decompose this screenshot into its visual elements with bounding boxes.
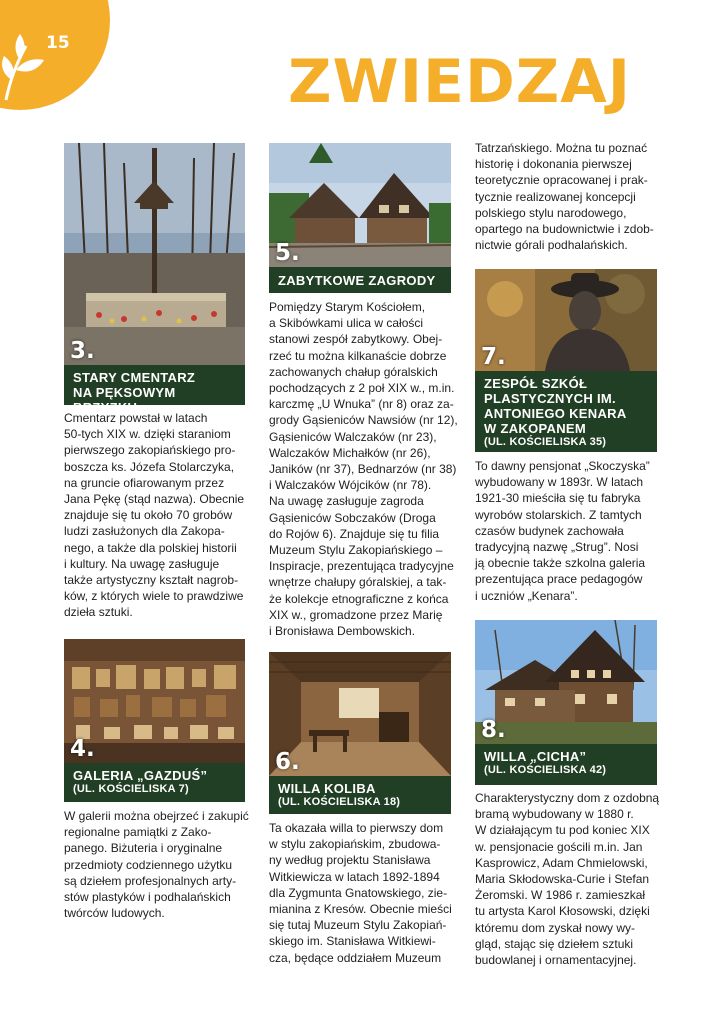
text-line: 50-tych XIX w. dzięki staraniom — [64, 427, 231, 442]
text-line: W galerii można obejrzeć i zakupić — [64, 809, 249, 823]
text-line: Maria Skłodowska-Curie i Stefan — [475, 872, 650, 887]
text-line: czasów budynek zachowała — [475, 523, 624, 538]
text-line: Na uwagę zasługuje zagroda — [269, 494, 424, 509]
text-line: 1921-30 mieściła się tu fabryka — [475, 491, 641, 506]
text-line: i Walczaków Wójcików (nr 78). — [269, 478, 432, 493]
text-line: Muzeum Stylu Zakopiańskiego – — [269, 543, 443, 558]
text-line: Tatrzańskiego. Można tu poznać — [475, 141, 648, 155]
text-line: regionalne pamiątki z Zako- — [64, 825, 212, 840]
text-line: nego, a także dla polskiej historii — [64, 540, 237, 555]
text-line: ków, z których wiele to prawdziwe — [64, 589, 244, 604]
section-number: 5. — [275, 240, 300, 266]
cemetery-photo — [64, 143, 245, 365]
text-line: teoretycznie opracowanej i prak- — [475, 173, 648, 188]
text-line: Inspiracje, prezentująca tradycyjne — [269, 559, 454, 574]
text-line: także artystyczny kształt nagrob- — [64, 573, 239, 588]
text-line: któremu dom zyskał nowy wy- — [475, 920, 636, 935]
section-3-title-line-1: STARY CMENTARZ — [73, 370, 196, 385]
text-line: budowlanej i ornamentacyjnej. — [475, 953, 637, 968]
text-line: Gąsieniców Walczaków (nr 23), — [269, 429, 437, 444]
text-line: skiego im. Stanisława Witkiewi- — [269, 934, 436, 949]
text-line: Jana Pękę (stąd nazwa). Obecnie — [64, 492, 245, 507]
text-line: dzieła sztuki. — [64, 605, 133, 620]
section-number: 8. — [481, 717, 506, 743]
section-7-text — [475, 458, 660, 604]
section-number: 3. — [70, 338, 95, 364]
section-3-text — [64, 410, 249, 621]
section-number: 7. — [481, 344, 506, 370]
text-line: i uczniów „Kenara”. — [475, 588, 578, 603]
text-line: Kasprowicz, Adam Chmielowski, — [475, 855, 648, 870]
text-line: Charakterystyczny dom z ozdobną — [475, 791, 660, 805]
text-line: historię i dokonania pierwszej — [475, 157, 632, 172]
section-4-title: GALERIA „GAZDUŚ” — [73, 768, 208, 783]
page-number: 15 — [46, 33, 70, 53]
text-line: dla Zygmunta Gnatowskiego, zie- — [269, 885, 448, 900]
text-line: W działającym tu pod koniec XIX — [475, 823, 650, 838]
text-line: a Skibówkami ulica w całości — [269, 316, 424, 331]
text-line: stanowi zespół zabytkowy. Obej- — [269, 332, 443, 347]
section-7-title-line-3: ANTONIEGO KENARA — [484, 406, 627, 421]
text-line: że kolekcje etnograficzne z końca — [269, 591, 449, 606]
text-line: wnętrze chałupy góralskiej, a tak- — [269, 575, 447, 590]
text-line: wybudowany w 1893r. W latach — [475, 475, 644, 490]
text-line: się tutaj Muzeum Stylu Zakopiań- — [269, 918, 447, 933]
section-3-title-line-2: NA PĘKSOWYM BRZYZKU — [73, 385, 176, 415]
text-line: panego. Biżuteria i oryginalne — [64, 841, 223, 856]
text-line: tradycyjną nazwę „Strug”. Nosi — [475, 540, 639, 555]
text-line: Pomiędzy Starym Kościołem, — [269, 300, 426, 314]
text-line: polskiego stylu narodowego, — [475, 205, 627, 220]
section-6-continued-text — [475, 140, 660, 253]
text-line: stów plastyków i podhalańskich — [64, 890, 231, 905]
text-line: są dziełem profesjonalnych arty- — [64, 873, 237, 888]
wheat-logo-icon — [0, 30, 52, 102]
text-line: Gąsieniców Sobczaków (Droga — [269, 510, 436, 525]
text-line: wyrobów stolarskich. Z tamtych — [475, 507, 642, 522]
section-7-address: (UL. KOŚCIELISKA 35) — [484, 436, 607, 448]
section-4-address: (UL. KOŚCIELISKA 7) — [73, 783, 189, 795]
text-line: na gruncie ofiarowanym przez — [64, 475, 225, 490]
text-line: gląd, stając się dziełem sztuki — [475, 936, 634, 951]
section-4-banner — [64, 763, 245, 802]
villa-koliba-interior-photo — [269, 652, 451, 776]
text-line: twórców ludowych. — [64, 906, 165, 921]
text-line: ny według projektu Stanisława — [269, 853, 431, 868]
text-line: bramą wybudowany w 1880 r. — [475, 807, 634, 822]
text-line: zachowanych chałup góralskich — [269, 364, 438, 379]
villa-cicha-photo — [475, 620, 657, 744]
text-line: Witkiewicza w latach 1892-1894 — [269, 869, 440, 884]
section-4-text — [64, 808, 249, 921]
section-7-banner — [475, 371, 657, 452]
section-6-title: WILLA KOLIBA — [278, 781, 376, 796]
text-line: w. pensjonacie gościli m.in. Jan — [475, 839, 643, 854]
text-line: do Rojów 6). Znajduje się tu filia — [269, 526, 440, 541]
text-line: w stylu zakopiańskim, zbudowa- — [269, 837, 441, 852]
text-line: przedmioty codziennego użytku — [64, 857, 233, 872]
section-number: 4. — [70, 736, 95, 762]
section-8-banner — [475, 744, 657, 785]
text-line: ją obecnie także szkolna galeria — [475, 556, 646, 571]
kenar-statue-photo — [475, 269, 657, 371]
text-line: znajduje się tu około 70 grobów — [64, 508, 233, 523]
text-line: rzeć tu można kilkanaście dobrze — [269, 348, 447, 363]
text-line: pochodzących z 2 poł XIX w., m.in. — [269, 381, 455, 396]
section-number: 6. — [275, 749, 300, 775]
text-line: cza, będące oddziałem Muzeum — [269, 950, 442, 965]
text-line: Żeromski. W 1986 r. zamieszkał — [475, 888, 646, 903]
text-line: nictwie górali podhalańskich. — [475, 238, 628, 253]
text-line: tu artysta Karol Kłosowski, dzięki — [475, 904, 650, 919]
gallery-gazdus-photo — [64, 639, 245, 763]
section-8-address: (UL. KOŚCIELISKA 42) — [484, 764, 607, 776]
section-6-banner — [269, 776, 451, 814]
text-line: i kultury. Na uwagę zasługuje — [64, 556, 220, 571]
section-7-title-line-4: W ZAKOPANEM — [484, 421, 586, 436]
historic-farmsteads-photo — [269, 143, 451, 267]
section-5-banner — [269, 267, 451, 293]
text-line: pierwszego zakopiańskiego pro- — [64, 443, 236, 458]
section-6-text — [269, 820, 454, 966]
section-6-address: (UL. KOŚCIELISKA 18) — [278, 796, 401, 808]
text-line: opartego na budownictwie i zdob- — [475, 222, 654, 237]
text-line: Janików (nr 37), Bednarzów (nr 38) — [269, 462, 457, 477]
text-line: karczmę „U Wnuka” (nr 8) oraz za- — [269, 397, 454, 412]
page-title: ZWIEDZAJ — [288, 47, 632, 117]
text-line: To dawny pensjonat „Skoczyska” — [475, 459, 650, 473]
text-line: ludzi zasłużonych dla Zakopa- — [64, 524, 225, 539]
text-line: XIX w., gromadzone przez Marię — [269, 607, 443, 622]
section-7-title-line-2: PLASTYCZNYCH IM. — [484, 391, 616, 406]
section-3-banner — [64, 365, 245, 415]
section-8-text — [475, 790, 660, 968]
text-line: Ta okazała willa to pierwszy dom — [269, 821, 444, 835]
text-line: grody Gąsieniców Nawsiów (nr 12), — [269, 413, 458, 428]
section-5-title: ZABYTKOWE ZAGRODY — [278, 273, 436, 288]
text-line: boszcza ks. Józefa Stolarczyka, — [64, 459, 235, 474]
text-line: tycznie realizowanej koncepcji — [475, 189, 636, 204]
section-7-title-line-1: ZESPÓŁ SZKÓŁ — [484, 376, 588, 391]
text-line: mianina z Kresów. Obecnie mieści — [269, 902, 452, 917]
text-line: prezentująca prace pedagogów — [475, 572, 643, 587]
text-line: Walczaków Michałków (nr 26), — [269, 445, 431, 460]
text-line: i Bronisława Dembowskich. — [269, 624, 416, 639]
section-8-title: WILLA „CICHA” — [484, 749, 587, 764]
section-5-text — [269, 299, 458, 639]
text-line: Cmentarz powstał w latach — [64, 411, 208, 425]
